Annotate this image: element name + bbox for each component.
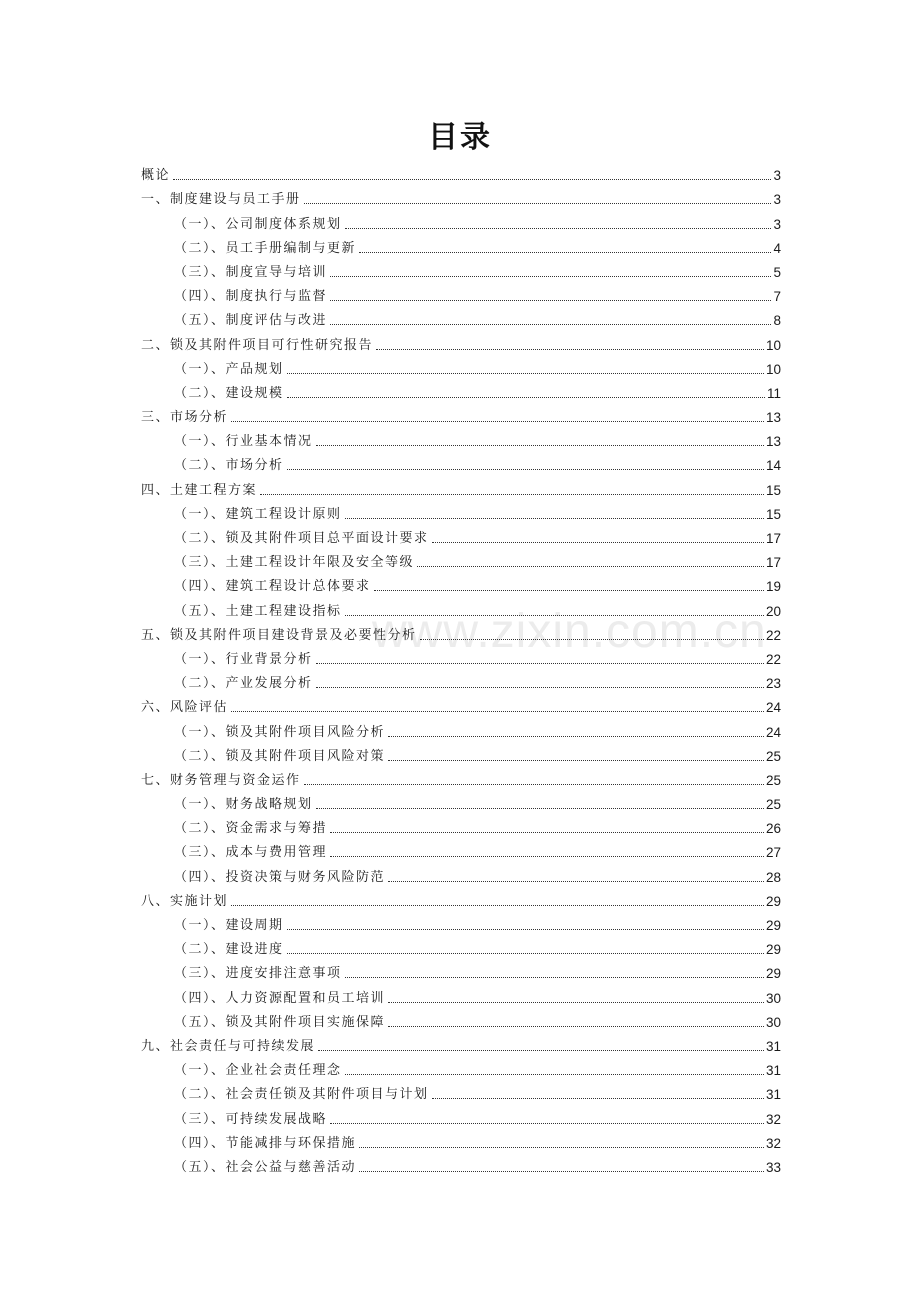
toc-page-number: 25	[765, 748, 781, 764]
toc-page-number: 28	[765, 869, 781, 885]
toc-page-number: 24	[765, 700, 781, 716]
toc-dot-leader	[287, 953, 764, 954]
toc-section-entry[interactable]	[141, 716, 781, 740]
toc-page-number: 26	[765, 821, 781, 837]
toc-dot-leader	[330, 276, 771, 277]
toc-entry-title: （一）、财务战略规划	[174, 797, 313, 813]
toc-section-entry[interactable]	[141, 547, 781, 571]
toc-entry-title: （三）、可持续发展战略	[174, 1111, 328, 1127]
toc-section-entry[interactable]	[141, 813, 781, 837]
toc-entry-title: 一、制度建设与员工手册	[141, 192, 301, 208]
toc-page-number: 27	[765, 845, 781, 861]
toc-chapter-entry[interactable]	[141, 620, 781, 644]
toc-section-entry[interactable]	[141, 571, 781, 595]
toc-dot-leader	[318, 1050, 764, 1051]
toc-dot-leader	[345, 1074, 764, 1075]
toc-dot-leader	[173, 179, 771, 180]
toc-dot-leader	[316, 808, 764, 809]
toc-entry-title: （二）、社会责任锁及其附件项目与计划	[174, 1087, 429, 1103]
toc-page-number: 8	[773, 313, 781, 329]
toc-entry-title: 概论	[141, 168, 171, 184]
toc-entry-title: （二）、产业发展分析	[174, 676, 313, 692]
toc-entry-title: （二）、员工手册编制与更新	[174, 240, 357, 256]
toc-entry-title: （三）、进度安排注意事项	[174, 966, 342, 982]
toc-page-number: 13	[765, 434, 781, 450]
toc-section-entry[interactable]	[141, 982, 781, 1006]
toc-chapter-entry[interactable]	[141, 474, 781, 498]
toc-chapter-entry[interactable]	[141, 886, 781, 910]
toc-section-entry[interactable]	[141, 595, 781, 619]
toc-section-entry[interactable]	[141, 523, 781, 547]
toc-entry-title: （三）、成本与费用管理	[174, 845, 328, 861]
toc-dot-leader	[374, 590, 764, 591]
toc-dot-leader	[432, 542, 764, 543]
toc-entry-title: 四、土建工程方案	[141, 482, 258, 498]
toc-page-number: 25	[765, 772, 781, 788]
toc-section-entry[interactable]	[141, 257, 781, 281]
toc-chapter-entry[interactable]	[141, 184, 781, 208]
toc-dot-leader	[330, 324, 771, 325]
toc-dot-leader	[287, 469, 764, 470]
toc-entry-title: 八、实施计划	[141, 893, 229, 909]
toc-entry-title: （二）、锁及其附件项目风险对策	[174, 748, 386, 764]
toc-dot-leader	[420, 639, 764, 640]
toc-chapter-entry[interactable]	[141, 692, 781, 716]
toc-page-number: 32	[765, 1135, 781, 1151]
toc-entry-title: （一）、企业社会责任理念	[174, 1063, 342, 1079]
toc-section-entry[interactable]	[141, 1152, 781, 1176]
toc-dot-leader	[231, 421, 764, 422]
toc-dot-leader	[359, 1147, 764, 1148]
toc-section-entry[interactable]	[141, 1007, 781, 1031]
toc-section-entry[interactable]	[141, 934, 781, 958]
toc-section-entry[interactable]	[141, 1103, 781, 1127]
toc-page-number: 31	[765, 1063, 781, 1079]
watermark: www.zixin.com.cn	[372, 605, 767, 658]
toc-page-number: 10	[765, 337, 781, 353]
toc-page-number: 22	[765, 627, 781, 643]
toc-entry-title: （二）、建设规模	[174, 385, 284, 401]
toc-section-entry[interactable]	[141, 837, 781, 861]
toc-entry-title: （一）、行业基本情况	[174, 434, 313, 450]
toc-entry-title: （四）、投资决策与财务风险防范	[174, 869, 386, 885]
toc-dot-leader	[345, 977, 764, 978]
toc-dot-leader	[287, 373, 764, 374]
toc-dot-leader	[345, 615, 764, 616]
toc-dot-leader	[260, 494, 764, 495]
toc-dot-leader	[231, 905, 764, 906]
toc-entry-title: （四）、节能减排与环保措施	[174, 1135, 357, 1151]
toc-page-number: 22	[765, 651, 781, 667]
toc-dot-leader	[330, 856, 764, 857]
toc-dot-leader	[359, 252, 771, 253]
toc-dot-leader	[388, 736, 764, 737]
toc-section-entry[interactable]	[141, 1055, 781, 1079]
toc-page-number: 32	[765, 1111, 781, 1127]
toc-page-number: 24	[765, 724, 781, 740]
toc-entry-title: （二）、锁及其附件项目总平面设计要求	[174, 531, 429, 546]
toc-entry-title: （一）、锁及其附件项目风险分析	[174, 724, 386, 740]
toc-entry-title: （四）、建筑工程设计总体要求	[174, 579, 371, 595]
toc-dot-leader	[388, 1026, 764, 1027]
toc-dot-leader	[345, 228, 772, 229]
toc-dot-leader	[316, 445, 764, 446]
toc-page-number: 17	[765, 531, 781, 546]
toc-section-entry[interactable]	[141, 426, 781, 450]
toc-dot-leader	[330, 300, 771, 301]
toc-dot-leader	[304, 203, 772, 204]
toc-entry-title: （一）、建筑工程设计原则	[174, 506, 342, 522]
toc-dot-leader	[330, 1123, 764, 1124]
toc-entry-title: （四）、制度执行与监督	[174, 289, 328, 305]
toc-entry-title: 六、风险评估	[141, 700, 229, 716]
toc-page-number: 13	[765, 410, 781, 426]
toc-page-number: 29	[765, 918, 781, 933]
toc-entry-title: 七、财务管理与资金运作	[141, 772, 301, 788]
toc-section-entry[interactable]	[141, 499, 781, 523]
toc-page-number: 3	[773, 168, 781, 184]
toc-chapter-entry[interactable]	[141, 329, 781, 353]
toc-chapter-entry[interactable]	[141, 765, 781, 789]
toc-entry-title: （三）、制度宣导与培训	[174, 264, 328, 280]
toc-section-entry[interactable]	[141, 354, 781, 378]
toc-entry-title: （一）、行业背景分析	[174, 651, 313, 667]
toc-section-entry[interactable]	[141, 741, 781, 765]
toc-section-entry[interactable]	[141, 668, 781, 692]
toc-section-entry[interactable]	[141, 281, 781, 305]
toc-dot-leader	[316, 663, 764, 664]
toc-section-entry[interactable]	[141, 208, 781, 232]
toc-section-entry[interactable]	[141, 305, 781, 329]
toc-dot-leader	[388, 1002, 764, 1003]
toc-section-entry[interactable]	[141, 1128, 781, 1152]
toc-page-number: 29	[765, 966, 781, 982]
toc-chapter-entry[interactable]	[141, 160, 781, 184]
toc-entry-title: （五）、锁及其附件项目实施保障	[174, 1014, 386, 1030]
toc-page-number: 33	[765, 1159, 781, 1175]
toc-entry-title: （二）、建设进度	[174, 942, 284, 958]
toc-page-number: 25	[765, 797, 781, 813]
toc-section-entry[interactable]	[141, 861, 781, 885]
toc-dot-leader	[231, 711, 764, 712]
toc-dot-leader	[432, 1098, 764, 1099]
toc-page-number: 17	[765, 555, 781, 571]
toc-entry-title: （三）、土建工程设计年限及安全等级	[174, 555, 415, 571]
toc-page-number: 20	[765, 603, 781, 619]
toc-section-entry[interactable]	[141, 910, 781, 934]
toc-section-entry[interactable]	[141, 958, 781, 982]
toc-page-number: 30	[765, 990, 781, 1006]
toc-entry-title: （四）、人力资源配置和员工培训	[174, 990, 386, 1006]
toc-section-entry[interactable]	[141, 644, 781, 668]
toc-entry-title: 二、锁及其附件项目可行性研究报告	[141, 337, 374, 353]
toc-entry-title: （五）、社会公益与慈善活动	[174, 1159, 357, 1175]
toc-dot-leader	[417, 566, 764, 567]
toc-page-number: 29	[765, 942, 781, 958]
toc-entry-title: （五）、制度评估与改进	[174, 313, 328, 329]
toc-dot-leader	[359, 1171, 764, 1172]
toc-section-entry[interactable]	[141, 378, 781, 402]
toc-page-number: 31	[765, 1038, 781, 1054]
toc-page-number: 4	[773, 240, 781, 256]
toc-entry-title: （五）、土建工程建设指标	[174, 603, 342, 619]
toc-page-number: 7	[773, 289, 781, 305]
toc-page-number: 11	[766, 385, 781, 401]
toc-dot-leader	[316, 687, 764, 688]
toc-page-number: 5	[773, 264, 781, 280]
toc-section-entry[interactable]	[141, 789, 781, 813]
toc-page-number: 3	[773, 192, 781, 208]
toc-page-number: 14	[765, 458, 781, 474]
toc-page-number: 3	[773, 216, 781, 232]
toc-dot-leader	[304, 784, 764, 785]
toc-dot-leader	[287, 397, 765, 398]
table-of-contents	[141, 160, 781, 1176]
page-title: 目录	[428, 120, 492, 155]
toc-entry-title: （一）、公司制度体系规划	[174, 216, 342, 232]
toc-section-entry[interactable]	[141, 450, 781, 474]
toc-page-number: 10	[765, 361, 781, 377]
toc-dot-leader	[287, 929, 764, 930]
toc-entry-title: （一）、建设周期	[174, 918, 284, 933]
toc-section-entry[interactable]	[141, 233, 781, 257]
toc-dot-leader	[330, 832, 764, 833]
toc-dot-leader	[376, 349, 764, 350]
toc-page-number: 19	[765, 579, 781, 595]
toc-entry-title: 三、市场分析	[141, 410, 229, 426]
toc-entry-title: （二）、市场分析	[174, 458, 284, 474]
toc-dot-leader	[388, 760, 764, 761]
toc-page-number: 29	[765, 893, 781, 909]
toc-entry-title: （二）、资金需求与筹措	[174, 821, 328, 837]
toc-section-entry[interactable]	[141, 1079, 781, 1103]
toc-page-number: 30	[765, 1014, 781, 1030]
toc-chapter-entry[interactable]	[141, 1031, 781, 1055]
toc-page-number: 23	[765, 676, 781, 692]
toc-dot-leader	[345, 518, 764, 519]
toc-entry-title: （一）、产品规划	[174, 361, 284, 377]
toc-page-number: 31	[765, 1087, 781, 1103]
toc-entry-title: 五、锁及其附件项目建设背景及必要性分析	[141, 627, 417, 643]
toc-dot-leader	[388, 881, 764, 882]
toc-page-number: 15	[765, 482, 781, 498]
toc-chapter-entry[interactable]	[141, 402, 781, 426]
toc-page-number: 15	[765, 506, 781, 522]
toc-entry-title: 九、社会责任与可持续发展	[141, 1038, 316, 1054]
